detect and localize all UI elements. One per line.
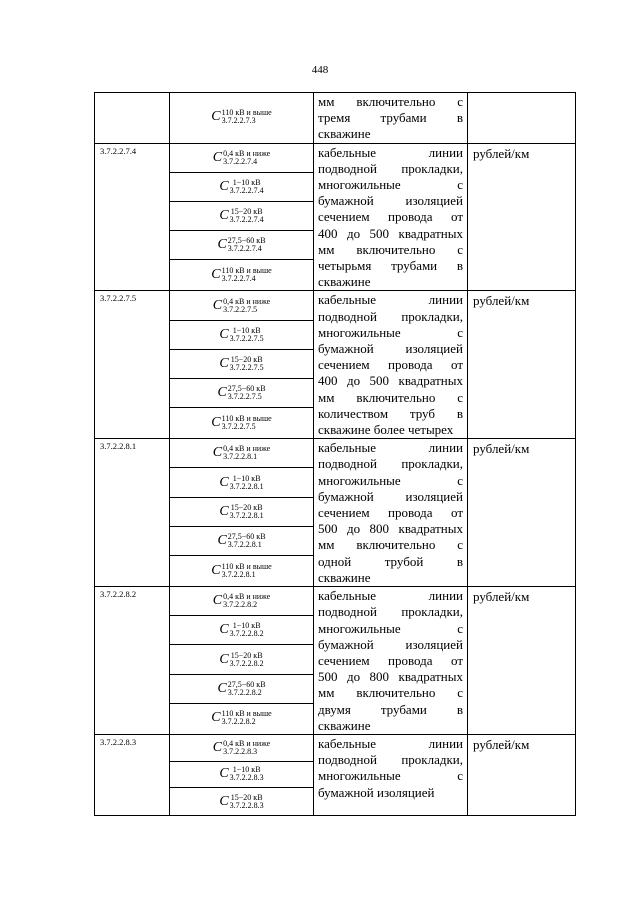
description-line: скважине	[318, 717, 371, 733]
page-number: 448	[311, 64, 329, 76]
description-line: подводной прокладки,	[318, 752, 463, 768]
symbol-voltage: 27,5−60 кВ	[227, 384, 266, 394]
symbol-index: 3.7.2.2.7.5	[223, 304, 258, 314]
row-unit: рублей/км	[468, 291, 576, 439]
symbol-index: 3.7.2.2.7.3	[221, 116, 256, 125]
symbol-voltage: 110 кВ и выше	[221, 108, 272, 117]
description-line: 400 до 500 квадратных	[318, 373, 463, 389]
rate-symbol	[170, 93, 313, 141]
symbol-index: 3.7.2.2.7.4	[229, 185, 264, 195]
row-symbols	[170, 587, 314, 735]
symbol-index: 3.7.2.2.8.3	[223, 746, 258, 756]
row-description	[314, 734, 468, 815]
symbol-voltage: 110 кВ и выше	[221, 561, 272, 571]
rate-symbol	[170, 231, 313, 260]
description-line: скважине более четырех	[318, 422, 454, 438]
description-line: мм включительно с	[318, 685, 463, 701]
rate-symbol	[170, 468, 313, 497]
symbol-letter: C	[211, 562, 221, 578]
symbol-index: 3.7.2.2.8.2	[229, 629, 264, 639]
description-line: бумажной изоляцией	[318, 636, 463, 652]
symbol-letter: C	[219, 503, 229, 519]
description-line: четырьмя трубами в	[318, 258, 463, 274]
symbol-voltage: 27,5−60 кВ	[227, 679, 266, 689]
rate-symbol	[170, 408, 313, 437]
symbol-voltage: 110 кВ и выше	[221, 413, 272, 423]
description-line: подводной прокладки,	[318, 456, 463, 472]
description-line: многожильные с	[318, 324, 463, 340]
symbol-index: 3.7.2.2.7.4	[223, 156, 258, 166]
table-row	[95, 587, 576, 735]
symbol-index: 3.7.2.2.7.4	[221, 273, 256, 283]
description-line: сечением провода от	[318, 505, 463, 521]
symbol-voltage: 1−10 кВ	[232, 177, 261, 187]
description-line: двумя трубами в	[318, 701, 463, 717]
rate-symbol	[170, 704, 313, 733]
description-line: одной трубой в	[318, 553, 463, 569]
symbol-index: 3.7.2.2.8.1	[229, 481, 264, 491]
description-line: подводной прокладки,	[318, 308, 463, 324]
rate-symbol	[170, 202, 313, 231]
description-line: многожильные с	[318, 768, 463, 784]
table-row	[95, 291, 576, 439]
description-line: 400 до 500 квадратных	[318, 225, 463, 241]
symbol-index: 3.7.2.2.7.5	[221, 421, 256, 431]
description-line: подводной прокладки,	[318, 604, 463, 620]
rate-symbol	[170, 498, 313, 527]
symbol-index: 3.7.2.2.8.1	[227, 539, 262, 549]
symbol-letter: C	[219, 326, 229, 342]
row-code: 3.7.2.2.7.5	[95, 291, 170, 439]
symbol-letter: C	[219, 622, 229, 638]
symbol-voltage: 1−10 кВ	[232, 621, 261, 631]
description-line: мм включительно с	[318, 537, 463, 553]
symbol-voltage: 0,4 кВ и ниже	[223, 148, 271, 158]
symbol-letter: C	[217, 385, 227, 401]
row-unit	[468, 93, 576, 144]
description-line: тремя трубами в	[318, 110, 463, 126]
symbol-letter: C	[219, 355, 229, 371]
description-line: сечением провода от	[318, 652, 463, 668]
description-line: кабельные линии	[318, 440, 463, 456]
symbol-voltage: 15−20 кВ	[230, 650, 263, 660]
symbol-voltage: 1−10 кВ	[232, 325, 261, 335]
symbol-index: 3.7.2.2.8.1	[221, 569, 256, 579]
symbol-index: 3.7.2.2.7.4	[227, 244, 262, 254]
description-line: скважине	[318, 274, 371, 290]
description-line: кабельные линии	[318, 144, 463, 160]
description-line: бумажной изоляцией	[318, 784, 435, 800]
description-line: многожильные с	[318, 620, 463, 636]
rate-symbol	[170, 173, 313, 202]
row-description	[314, 439, 468, 587]
table-row	[95, 439, 576, 587]
symbol-letter: C	[212, 445, 223, 461]
rate-symbol	[170, 735, 313, 762]
symbol-voltage: 0,4 кВ и ниже	[223, 296, 271, 306]
symbol-index: 3.7.2.2.8.1	[229, 510, 264, 520]
symbol-letter: C	[219, 793, 229, 809]
description-line: мм включительно с	[318, 94, 463, 109]
symbol-letter: C	[219, 208, 229, 224]
row-description	[314, 587, 468, 735]
row-symbols	[170, 143, 314, 291]
row-code: 3.7.2.2.7.4	[95, 143, 170, 291]
description-line: бумажной изоляцией	[318, 488, 463, 504]
symbol-voltage: 0,4 кВ и ниже	[223, 738, 271, 748]
rate-symbol	[170, 321, 313, 350]
rate-symbol	[170, 556, 313, 585]
description-line: 500 до 800 квадратных	[318, 669, 463, 685]
rate-symbol	[170, 379, 313, 408]
tariff-table	[94, 92, 576, 816]
row-unit: рублей/км	[468, 587, 576, 735]
description-line: 500 до 800 квадратных	[318, 521, 463, 537]
symbol-voltage: 15−20 кВ	[230, 354, 263, 364]
symbol-index: 3.7.2.2.8.2	[227, 687, 262, 697]
row-unit: рублей/км	[468, 734, 576, 815]
symbol-letter: C	[212, 297, 223, 313]
symbol-letter: C	[212, 149, 223, 165]
symbol-letter: C	[211, 109, 221, 124]
rate-symbol	[170, 616, 313, 645]
symbol-voltage: 15−20 кВ	[230, 792, 263, 802]
symbol-voltage: 0,4 кВ и ниже	[223, 444, 271, 454]
rate-symbol	[170, 291, 313, 320]
description-line: кабельные линии	[318, 735, 463, 751]
rate-symbol	[170, 527, 313, 556]
symbol-index: 3.7.2.2.7.5	[229, 362, 264, 372]
row-description	[314, 93, 468, 144]
description-line: сечением провода от	[318, 357, 463, 373]
symbol-voltage: 1−10 кВ	[232, 765, 261, 775]
description-line: кабельные линии	[318, 292, 463, 308]
symbol-index: 3.7.2.2.8.2	[221, 717, 256, 727]
row-code: 3.7.2.2.8.2	[95, 587, 170, 735]
row-code	[95, 93, 170, 144]
rate-symbol	[170, 675, 313, 704]
symbol-index: 3.7.2.2.8.2	[223, 600, 258, 610]
description-line: бумажной изоляцией	[318, 193, 463, 209]
symbol-voltage: 0,4 кВ и ниже	[223, 592, 271, 602]
symbol-voltage: 110 кВ и выше	[221, 709, 272, 719]
symbol-voltage: 27,5−60 кВ	[227, 531, 266, 541]
symbol-voltage: 27,5−60 кВ	[227, 236, 266, 246]
description-line: многожильные с	[318, 472, 463, 488]
symbol-letter: C	[217, 680, 227, 696]
table-body	[95, 93, 576, 816]
description-line: кабельные линии	[318, 588, 463, 604]
row-symbols	[170, 439, 314, 587]
row-unit: рублей/км	[468, 439, 576, 587]
symbol-letter: C	[219, 474, 229, 490]
row-code: 3.7.2.2.8.3	[95, 734, 170, 815]
table-row	[95, 93, 576, 144]
symbol-index: 3.7.2.2.8.3	[229, 773, 264, 783]
symbol-index: 3.7.2.2.8.1	[223, 452, 258, 462]
row-symbols	[170, 734, 314, 815]
row-unit: рублей/км	[468, 143, 576, 291]
description-line: сечением провода от	[318, 209, 463, 225]
row-symbols	[170, 291, 314, 439]
description-line: мм включительно с	[318, 241, 463, 257]
symbol-index: 3.7.2.2.7.5	[229, 333, 264, 343]
symbol-letter: C	[217, 237, 227, 253]
symbol-letter: C	[212, 593, 223, 609]
symbol-letter: C	[217, 532, 227, 548]
rate-symbol	[170, 439, 313, 468]
symbol-voltage: 15−20 кВ	[230, 502, 263, 512]
symbol-index: 3.7.2.2.8.3	[229, 800, 264, 810]
symbol-voltage: 110 кВ и выше	[221, 265, 272, 275]
symbol-index: 3.7.2.2.7.4	[229, 215, 264, 225]
symbol-letter: C	[219, 766, 229, 782]
rate-symbol	[170, 260, 313, 289]
rate-symbol	[170, 350, 313, 379]
table-row	[95, 734, 576, 815]
table-row	[95, 143, 576, 291]
symbol-letter: C	[219, 651, 229, 667]
symbol-letter: C	[212, 739, 223, 755]
row-symbols	[170, 93, 314, 144]
rate-symbol	[170, 587, 313, 616]
description-line: мм включительно с	[318, 389, 463, 405]
row-description	[314, 291, 468, 439]
rate-symbol	[170, 788, 313, 815]
symbol-voltage: 15−20 кВ	[230, 207, 263, 217]
description-line: скважине	[318, 569, 371, 585]
symbol-index: 3.7.2.2.7.5	[227, 392, 262, 402]
symbol-letter: C	[211, 414, 221, 430]
rate-symbol	[170, 645, 313, 674]
row-description	[314, 143, 468, 291]
description-line: многожильные с	[318, 177, 463, 193]
description-line: бумажной изоляцией	[318, 341, 463, 357]
symbol-letter: C	[211, 266, 221, 282]
row-code: 3.7.2.2.8.1	[95, 439, 170, 587]
symbol-index: 3.7.2.2.8.2	[229, 658, 264, 668]
rate-symbol	[170, 144, 313, 173]
symbol-letter: C	[219, 178, 229, 194]
description-line: количеством труб в	[318, 405, 463, 421]
symbol-letter: C	[211, 710, 221, 726]
description-line: подводной прокладки,	[318, 160, 463, 176]
description-line: скважине	[318, 126, 371, 142]
symbol-voltage: 1−10 кВ	[232, 473, 261, 483]
rate-symbol	[170, 762, 313, 789]
